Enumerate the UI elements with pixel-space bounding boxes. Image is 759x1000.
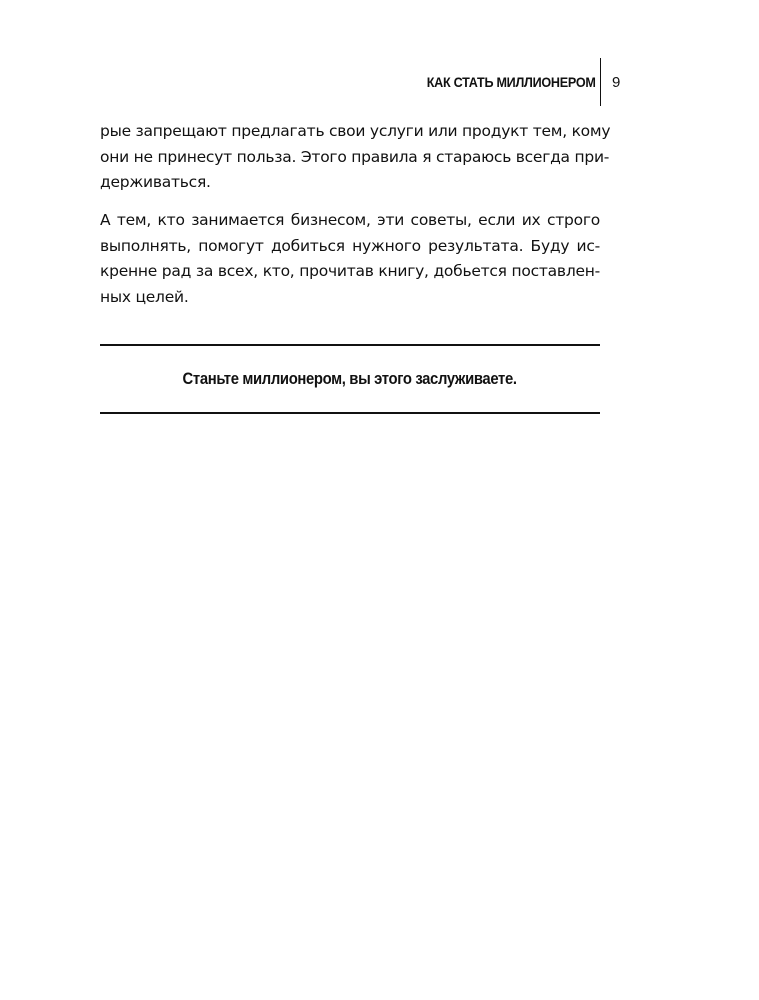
callout-bottom-rule xyxy=(100,412,600,414)
callout-text: Станьте миллионером, вы этого заслуживаете. xyxy=(182,370,518,388)
paragraph-line: кренне рад за всех, кто, прочитав книгу, добьется поставлен- xyxy=(100,262,600,280)
paragraph-line: ных целей. xyxy=(100,287,189,306)
paragraph-2 xyxy=(100,208,600,310)
callout-top-rule xyxy=(100,344,600,346)
header-divider xyxy=(600,58,601,106)
page-header xyxy=(100,58,640,106)
paragraph-line: они не принесут польза. Этого правила я стараюсь всегда при- xyxy=(100,147,610,166)
running-title: КАК СТАТЬ МИЛЛИОНЕРОМ xyxy=(427,74,596,90)
paragraph-line: рые запрещают предлагать свои услуги или продукт тем, кому xyxy=(100,122,611,140)
paragraph-line: А тем, кто занимается бизнесом, эти советы, если их строго xyxy=(100,211,600,229)
paragraph-line: выполнять, помогут добиться нужного результата. Буду ис- xyxy=(100,236,600,255)
paragraph-1 xyxy=(100,119,611,196)
page-number: 9 xyxy=(612,74,621,91)
paragraph-line: держиваться. xyxy=(100,173,211,191)
callout-quote xyxy=(100,370,600,389)
